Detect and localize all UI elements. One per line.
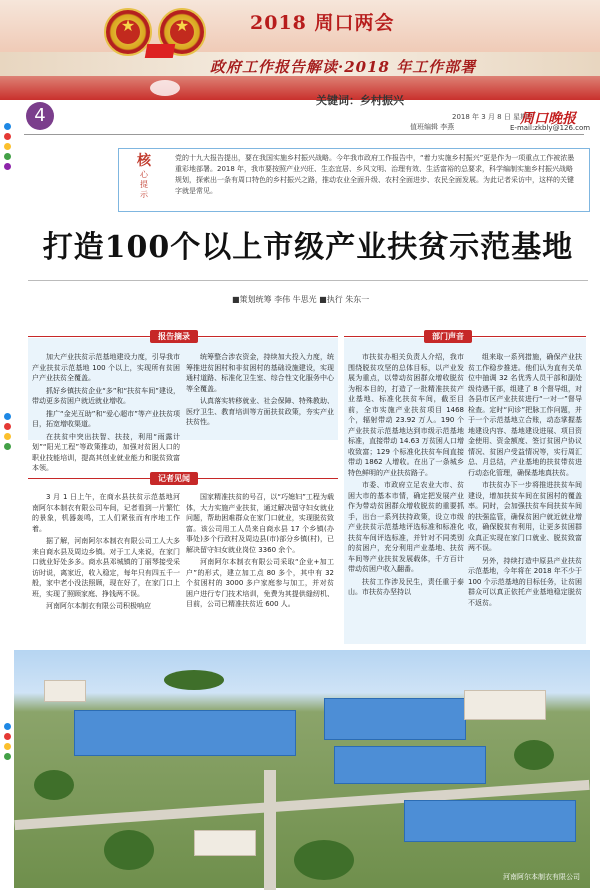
paragraph: 组来取一系列措施，确保产业扶贫工作稳步推进。他们认为直有关单位中抽调 32 名优秀人员干部和副处级待遇干部，组建了 8 个督导组，对各县市区产业扶贫进行“一对一”督导检查。定时“问诊”把脉工作问题，并于一个示范基地立合账，动态掌握基地建设内容、基地建设进展、项目资金使用、资金额度、签订贫困户协议情况、贫困户受益情况等，实行周汇总、月总结，产业基地的扶贫带贫进行动态化管理，确保基地真扶贫。	[468, 353, 582, 477]
dove-icon	[150, 80, 180, 96]
visit-column-2	[186, 492, 334, 642]
masthead-logo: 周口晚报	[520, 111, 576, 127]
banner-title: 2018 周口两会	[250, 12, 395, 34]
section-label-summary: 报告摘录	[150, 330, 198, 343]
paragraph: 据了解，河南阿尔本制衣有限公司工人大多来自商水县及周边乡镇。对于工人来说，在家门口就业好处多多。商水县邓城镇的丁丽琴接受采访时说，离家近，收入稳定，每年只有四五千一般，家中老小没法照顾，现在好了，在家门口上班，实现了照顾家庭、挣钱两不误。	[32, 537, 180, 598]
credits-line: ■策划统筹 李伟 牛思光 ■执行 朱东一	[232, 295, 370, 304]
page-number: 4	[26, 102, 54, 130]
summary-column-1	[32, 352, 180, 472]
paragraph: 市扶贫办相关负责人介绍，我市围绕脱贫攻坚的总体目标，以产业发展为重点，以带动贫困群众增收脱贫为根本目的，打造了一批精准扶贫产业基地、标准化扶贫车间，截至目前，全市实施产业扶贫项目 1468 个，辐射带动 23.92 万人。190 个产业扶贫示范基地达到市级示范基地标准，直接带动 14.63 万贫困人口增收致富；129 个标准化扶贫车间直接带动 1862 人增收。在出了一条城乡特色鲜明的产业扶贫路子。	[348, 353, 464, 477]
paragraph: 河南阿尔本制衣有限公司采取“企业+加工户”的形式，建立加工点 80 多个，其中有 32 个贫困村的 3000 多户家庭参与加工，并对贫困户进行专门技术培训，免费为其提供缝纫机、目前，公司已精准扶贫近 600 人。	[186, 558, 334, 608]
paragraph: 3 月 1 日上午，在商水县扶贫示范基地河南阿尔本制衣有限公司车间，记者看到一片繁忙的景象，机器轰鸣，工人们紧张而有序地工作着。	[32, 493, 180, 533]
keyword-label: 关键词：乡村振兴	[316, 94, 404, 107]
issue-date: 2018 年 3 月 8 日 星期四	[452, 113, 535, 121]
section-label-visit: 记者见闻	[150, 472, 198, 485]
red-flag-icon	[145, 44, 175, 58]
color-dots-top	[4, 120, 16, 173]
paragraph: 推广“金光互助”和“爱心超市”等产业扶贫项目，拓宽增收渠道。	[32, 409, 180, 428]
header-rule	[24, 134, 584, 135]
duty-editor: 值班编辑 李燕	[410, 123, 455, 131]
paragraph: 另外，持续打造中原县产业扶贫示范基地，今年将在 2018 年不少于 100 个示范基地的目标任务，让贫困群众可以真正依托产业基地稳定脱贫不返贫。	[468, 556, 582, 607]
paragraph: 加大产业扶贫示范基地建设力度，引导我市产业扶贫示范基地 100 个以上，实现所有贫困户产业扶贫全覆盖。	[32, 353, 180, 382]
paragraph: 国家精准扶贫的号召，以“巧媳妇”工程为载体，大力实施产业扶贫，通过解决留守妇女就业问题，帮助困难群众在家门口就业，实现脱贫致富。该公司用工人员来自商水县 17 个乡镇(办事处)多个行政村及周边县(市)部分乡镇(村)，已解决留守妇女就业岗位 3360 余个。	[186, 493, 334, 554]
photo-caption: 河南阿尔本制衣有限公司	[503, 873, 580, 881]
aerial-factory-photo	[14, 650, 590, 888]
paragraph: 河南阿尔本制衣有限公司积极响应	[46, 602, 151, 610]
voice-column-1	[348, 352, 464, 642]
paragraph: 扶贫工作涉及民生，责任重于泰山。市扶贫办坚持以	[348, 577, 464, 596]
section-label-voice: 部门声音	[424, 330, 472, 343]
paragraph: 抓好乡镇扶贫企业“多”和“扶贫车间”建设，带动更多贫困户就近就业增收。	[32, 386, 180, 405]
national-emblem-icon: ★	[104, 8, 152, 56]
paragraph: 在扶贫中突出扶智、扶技，利用“雨露计划”“阳光工程”等政策推动，加强对贫困人口的职业技能培训，提高其创业就业能力和脱贫致富本领。	[32, 432, 180, 472]
core-tag-small: 心 提 示	[140, 170, 148, 199]
summary-column-2	[186, 352, 334, 440]
headline-rule	[28, 280, 588, 281]
core-tag-big: 核	[137, 153, 151, 169]
core-tag	[128, 150, 160, 200]
paragraph: 市扶贫办下一步将推进扶贫车间建设，增加扶贫车间在贫困村的覆盖率。同时，会加强扶贫车间扶贫车间的扶强监管，确保贫困户就近就业增收，确保脱贫有利用，让更多贫困群众真正实现在家门口就业、脱贫致富两不误。	[468, 481, 582, 552]
banner-subtitle: 政府工作报告解读·2018 年工作部署	[210, 58, 477, 76]
contact-email: E-mail:zkbly@126.com	[510, 124, 591, 132]
paragraph: 认真落实转移就业、社会保障、特殊教助、医疗卫生、教育培训等方面扶贫政策，夯实产业扶贫性。	[186, 397, 334, 426]
color-dots-mid	[4, 410, 16, 453]
paragraph: 统筹整合涉农资金，持续加大投入力度，统筹推进贫困村和非贫困村的基础设施建设，实现通村道路、标准化卫生室、综合性文化服务中心等全覆盖。	[186, 353, 334, 393]
voice-column-2	[468, 352, 582, 642]
paragraph: 市委、市政府立足农业大市、贫困大市的基本市情，确定把发展产业作为带动贫困群众增收脱贫的重要抓手，出台一系列扶持政策，设立市级产业扶贫示范基地评选标准和标准化扶贫车间评选标准，并针对不同类别的贫困户，充分利用产业基地、扶贫车间等产业扶贫发展载体，千方百计带动贫困户收入翻番。	[348, 481, 464, 573]
core-summary-text: 党的十九大报告提出，要在我国实施乡村振兴战略。今年我市政府工作报告中，“着力实施乡村振兴”更是作为一项重点工作被浓墨重彩地部署。2018 年，我市要按照产业兴旺、生态宜居、乡风文明、治理有效、生活富裕的总要求，科学编制实施乡村振兴战略规划，探索出一条有周口特色的乡村振兴之路，推动农业全面升级、农村全面进步、农民全面发展。为此记者采访中，这样的关键字就是常见。	[175, 154, 575, 195]
headline: 打造100个以上市级产业扶贫示范基地	[42, 230, 574, 265]
cppcc-emblem-icon: ★	[158, 8, 206, 56]
visit-column-1	[32, 492, 180, 642]
page-banner	[0, 0, 600, 100]
